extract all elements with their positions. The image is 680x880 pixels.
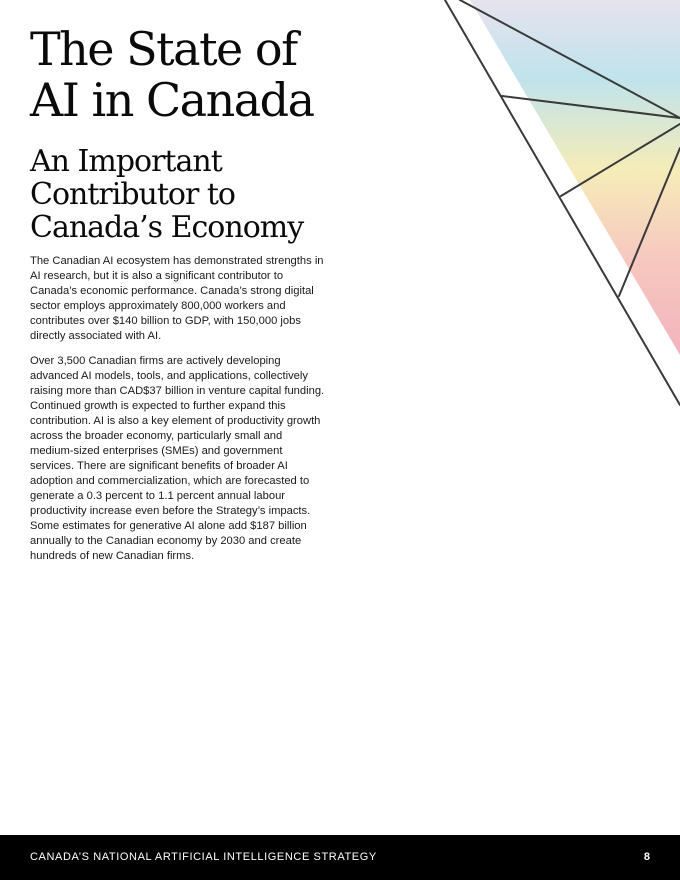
- title-line: AI in Canada: [30, 73, 314, 127]
- paragraph: The Canadian AI ecosystem has demonstrated strengths in AI research, but it is also a significant contributor to Canada’s economic performance. Canada’s strong digital sector employs approximately 800,000 workers and contributes over $140 billion to GDP, with 150,000 jobs directly associated with AI.: [30, 255, 324, 342]
- page-number: 8: [643, 851, 650, 863]
- section-heading: [30, 145, 350, 244]
- footer-running-title: CANADA’S NATIONAL ARTIFICIAL INTELLIGENCE STRATEGY: [30, 851, 377, 863]
- body-text: [30, 254, 326, 574]
- page-title: [30, 24, 360, 126]
- subtitle-line: Canada’s Economy: [30, 210, 304, 245]
- title-line: The State of: [30, 22, 297, 76]
- subtitle-line: Contributor to: [30, 177, 235, 212]
- page-footer: [0, 835, 680, 880]
- gradient-triangle: [470, 0, 680, 355]
- subtitle-line: An Important: [30, 144, 222, 179]
- paragraph: Over 3,500 Canadian firms are actively developing advanced AI models, tools, and applications, collectively raising more than CAD$37 billion in venture capital funding. Continued growth is expected to further expand this contribution. AI is also a key element of productivity growth across the broader economy, particularly small and medium-sized enterprises (SMEs) and government services. There are significant benefits of broader AI adoption and commercialization, which are forecasted to generate a 0.3 percent to 1.1 percent annual labour productivity increase even before the Strategy’s impacts. Some estimates for generative AI alone add $187 billion annually to the Canadian economy by 2030 and create hundreds of new Canadian firms.: [30, 355, 325, 562]
